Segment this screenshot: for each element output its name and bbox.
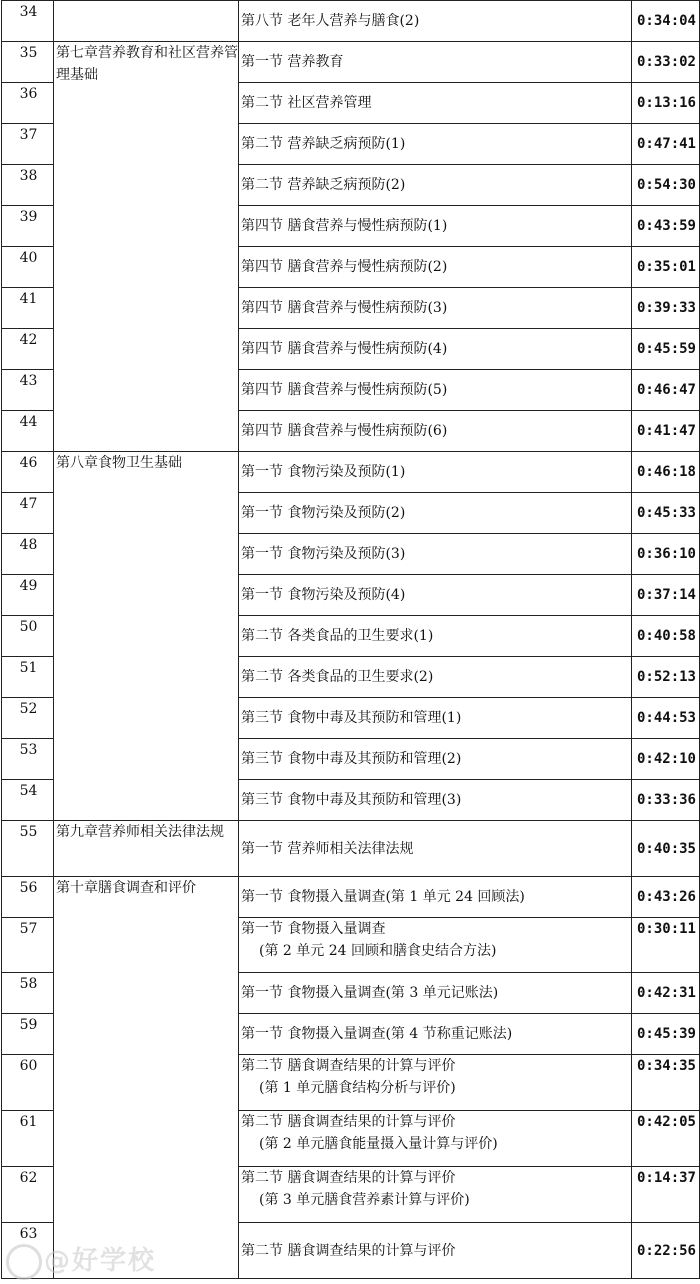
duration-cell: 0:33:36: [632, 780, 700, 821]
course-table: [1, 0, 700, 1279]
chapter-cell: 第九章营养师相关法律法规: [54, 821, 239, 877]
table-row: [2, 821, 700, 877]
duration-cell: 0:46:47: [632, 370, 700, 411]
duration-cell: 0:36:10: [632, 534, 700, 575]
duration-cell: 0:47:41: [632, 124, 700, 165]
section-subtitle: (第 2 单元 24 回顾和膳食史结合方法): [259, 943, 497, 959]
row-number: 42: [2, 329, 54, 370]
section-cell: [239, 329, 632, 370]
duration-cell: 0:42:05: [632, 1111, 700, 1167]
row-number: 51: [2, 657, 54, 698]
row-number: 55: [2, 821, 54, 877]
section-title: 第一节 食物污染及预防(2): [241, 505, 406, 521]
row-number: 35: [2, 42, 54, 83]
section-cell: [239, 411, 632, 452]
duration-cell: 0:35:01: [632, 247, 700, 288]
row-number: 40: [2, 247, 54, 288]
duration-cell: 0:42:10: [632, 739, 700, 780]
row-number: 44: [2, 411, 54, 452]
duration-cell: 0:37:14: [632, 575, 700, 616]
chapter-cell: 第七章营养教育和社区营养管理基础: [54, 42, 239, 452]
section-title: 第二节 膳食调查结果的计算与评价: [241, 1242, 456, 1259]
duration-cell: 0:45:59: [632, 329, 700, 370]
section-title: 第一节 食物摄入量调查(第 4 节称重记账法): [241, 1026, 513, 1042]
duration-cell: 0:41:47: [632, 411, 700, 452]
duration-cell: 0:52:13: [632, 657, 700, 698]
duration-cell: 0:45:39: [632, 1014, 700, 1055]
section-subtitle: (第 3 单元膳食营养素计算与评价): [259, 1192, 470, 1208]
row-number: 43: [2, 370, 54, 411]
row-number: 54: [2, 780, 54, 821]
row-number: 52: [2, 698, 54, 739]
duration-cell: 0:45:33: [632, 493, 700, 534]
watermark-logo-icon: [6, 1244, 42, 1280]
section-cell: [239, 1, 632, 42]
section-cell: [239, 575, 632, 616]
section-title: 第四节 膳食营养与慢性病预防(1): [241, 218, 448, 234]
watermark: [6, 1240, 156, 1280]
section-title: 第二节 膳食调查结果的计算与评价: [241, 1058, 456, 1074]
section-title: 第二节 各类食品的卫生要求(1): [241, 628, 434, 644]
table-row: [2, 877, 700, 918]
section-cell: [239, 698, 632, 739]
section-title: 第八节 老年人营养与膳食(2): [241, 13, 420, 29]
duration-cell: 0:22:56: [632, 1223, 700, 1279]
section-subtitle: (第 2 单元膳食能量摄入量计算与评价): [259, 1136, 498, 1152]
section-title: 第三节 食物中毒及其预防和管理(3): [241, 792, 462, 808]
duration-cell: 0:14:37: [632, 1167, 700, 1223]
section-title: 第一节 食物污染及预防(1): [241, 464, 406, 480]
section-cell: [239, 1055, 632, 1111]
row-number: 58: [2, 973, 54, 1014]
section-cell: [239, 206, 632, 247]
table-row: [2, 1, 700, 42]
row-number: 47: [2, 493, 54, 534]
row-number: 34: [2, 1, 54, 42]
section-title: 第四节 膳食营养与慢性病预防(4): [241, 341, 448, 357]
section-title: 第一节 营养师相关法律法规: [241, 840, 414, 857]
duration-cell: 0:42:31: [632, 973, 700, 1014]
row-number: 60: [2, 1055, 54, 1111]
section-title: 第一节 食物污染及预防(3): [241, 546, 406, 562]
section-subtitle: (第 1 单元膳食结构分析与评价): [259, 1080, 456, 1096]
watermark-text: @好学校: [44, 1246, 157, 1276]
row-number: 36: [2, 83, 54, 124]
table-row: [2, 42, 700, 83]
section-title: 第二节 膳食调查结果的计算与评价: [241, 1170, 456, 1186]
section-title: 第三节 食物中毒及其预防和管理(1): [241, 710, 462, 726]
section-cell: [239, 973, 632, 1014]
chapter-cell: [54, 1, 239, 42]
duration-cell: 0:30:11: [632, 918, 700, 973]
duration-cell: 0:43:26: [632, 877, 700, 918]
section-title: 第二节 营养缺乏病预防(1): [241, 136, 406, 152]
section-title: 第三节 食物中毒及其预防和管理(2): [241, 751, 462, 767]
section-cell: [239, 918, 632, 973]
duration-cell: 0:40:35: [632, 821, 700, 877]
section-cell: [239, 616, 632, 657]
chapter-cell: 第八章食物卫生基础: [54, 452, 239, 821]
section-cell: [239, 534, 632, 575]
row-number: 46: [2, 452, 54, 493]
section-title: 第一节 食物摄入量调查(第 3 单元记账法): [241, 985, 499, 1001]
duration-cell: 0:39:33: [632, 288, 700, 329]
row-number: 63: [2, 1223, 54, 1279]
row-number: 59: [2, 1014, 54, 1055]
duration-cell: 0:34:35: [632, 1055, 700, 1111]
section-title: 第二节 膳食调查结果的计算与评价: [241, 1114, 456, 1130]
section-cell: [239, 657, 632, 698]
duration-cell: 0:43:59: [632, 206, 700, 247]
section-cell: [239, 1111, 632, 1167]
section-cell: [239, 1014, 632, 1055]
row-number: 50: [2, 616, 54, 657]
section-cell: [239, 288, 632, 329]
row-number: 41: [2, 288, 54, 329]
row-number: 37: [2, 124, 54, 165]
chapter-cell: 第十章膳食调查和评价: [54, 877, 239, 1279]
section-title: 第一节 营养教育: [241, 54, 344, 70]
row-number: 38: [2, 165, 54, 206]
section-title: 第二节 营养缺乏病预防(2): [241, 177, 406, 193]
row-number: 48: [2, 534, 54, 575]
section-cell: [239, 165, 632, 206]
section-cell: [239, 877, 632, 918]
row-number: 57: [2, 918, 54, 973]
section-title: 第二节 社区营养管理: [241, 95, 372, 111]
duration-cell: 0:34:04: [632, 1, 700, 42]
duration-cell: 0:13:16: [632, 83, 700, 124]
duration-cell: 0:54:30: [632, 165, 700, 206]
duration-cell: 0:40:58: [632, 616, 700, 657]
section-cell: [239, 1223, 632, 1279]
section-cell: [239, 493, 632, 534]
section-cell: [239, 247, 632, 288]
row-number: 56: [2, 877, 54, 918]
section-cell: [239, 124, 632, 165]
section-cell: [239, 1167, 632, 1223]
section-cell: [239, 780, 632, 821]
section-cell: [239, 83, 632, 124]
row-number: 49: [2, 575, 54, 616]
section-title: 第二节 各类食品的卫生要求(2): [241, 669, 434, 685]
section-title: 第一节 食物摄入量调查(第 1 单元 24 回顾法): [241, 889, 525, 905]
duration-cell: 0:46:18: [632, 452, 700, 493]
row-number: 62: [2, 1167, 54, 1223]
duration-cell: 0:44:53: [632, 698, 700, 739]
section-title: 第四节 膳食营养与慢性病预防(5): [241, 382, 448, 398]
section-cell: [239, 739, 632, 780]
section-cell: [239, 370, 632, 411]
section-cell: [239, 42, 632, 83]
section-title: 第一节 食物污染及预防(4): [241, 587, 406, 603]
row-number: 53: [2, 739, 54, 780]
section-title: 第四节 膳食营养与慢性病预防(6): [241, 423, 448, 439]
duration-cell: 0:33:02: [632, 42, 700, 83]
row-number: 61: [2, 1111, 54, 1167]
section-cell: [239, 821, 632, 877]
section-title: 第一节 食物摄入量调查: [241, 921, 386, 937]
section-title: 第四节 膳食营养与慢性病预防(2): [241, 259, 448, 275]
section-title: 第四节 膳食营养与慢性病预防(3): [241, 300, 448, 316]
table-row: [2, 452, 700, 493]
row-number: 39: [2, 206, 54, 247]
section-cell: [239, 452, 632, 493]
